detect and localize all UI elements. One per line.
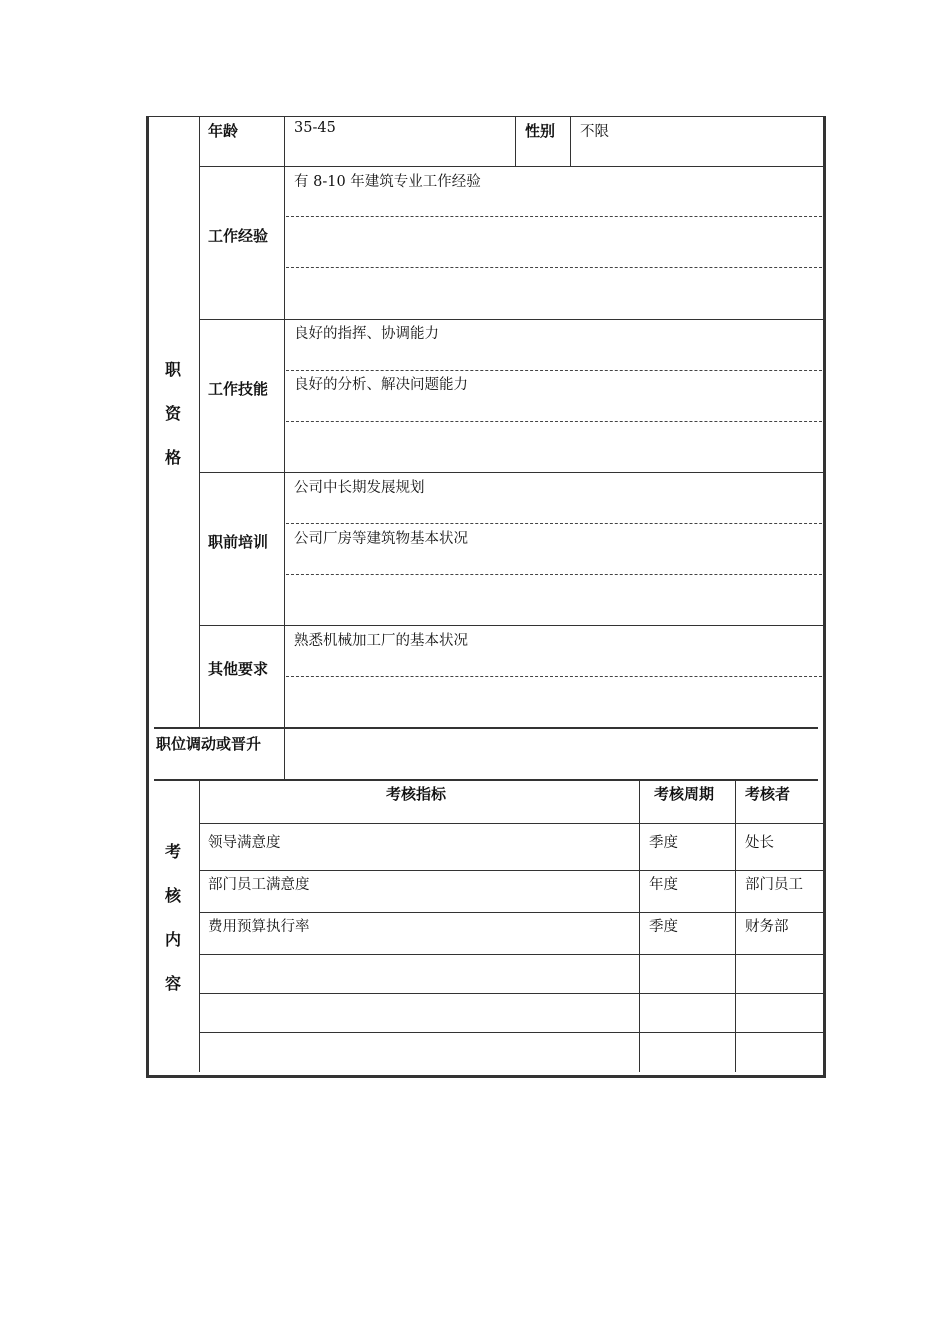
row-divider	[199, 823, 825, 824]
row-3-indicator: 费用预算执行率	[208, 919, 310, 935]
header-period: 考核周期	[654, 785, 715, 803]
gender-value: 不限	[580, 124, 609, 140]
row-2-assessor: 部门员工	[745, 877, 803, 893]
qualification-section-title: 职 资 格	[164, 360, 181, 467]
other-line-1: 熟悉机械加工厂的基本状况	[294, 633, 468, 649]
training-line-1: 公司中长期发展规划	[294, 480, 425, 496]
row-divider-other	[154, 727, 818, 729]
row-1-indicator: 领导满意度	[208, 835, 281, 851]
gender-value-divider	[570, 116, 571, 166]
age-gender-divider	[515, 116, 516, 166]
dashed-line	[286, 267, 822, 268]
row-divider-training	[199, 625, 825, 626]
row-divider-experience	[199, 319, 825, 320]
training-line-2: 公司厂房等建筑物基本状况	[294, 531, 468, 547]
other-label: 其他要求	[208, 660, 269, 678]
row-divider	[199, 993, 825, 994]
row-divider	[199, 912, 825, 913]
row-2-indicator: 部门员工满意度	[208, 877, 310, 893]
row-divider	[199, 870, 825, 871]
age-label: 年龄	[208, 122, 239, 140]
row-divider-skills	[199, 472, 825, 473]
dashed-line	[286, 523, 822, 524]
dashed-line	[286, 216, 822, 217]
row-divider-transfer	[154, 779, 818, 781]
outer-top-border	[146, 116, 826, 117]
skills-label: 工作技能	[208, 380, 269, 398]
training-label: 职前培训	[208, 533, 269, 551]
dashed-line	[286, 370, 822, 371]
row-2-period: 年度	[649, 877, 678, 893]
header-indicator: 考核指标	[386, 785, 447, 803]
assessment-section-title: 考 核 内 容	[164, 842, 181, 993]
experience-label: 工作经验	[208, 227, 269, 245]
row-divider	[199, 954, 825, 955]
row-1-period: 季度	[649, 835, 678, 851]
outer-left-border	[146, 116, 149, 1078]
dashed-line	[286, 421, 822, 422]
qual-col-divider-2	[284, 116, 285, 780]
row-divider-age	[199, 166, 825, 167]
outer-bottom-border	[146, 1075, 826, 1078]
experience-line-1: 有 8-10 年建筑专业工作经验	[294, 174, 481, 190]
gender-label: 性别	[525, 122, 556, 140]
header-assessor: 考核者	[745, 785, 791, 803]
row-3-period: 季度	[649, 919, 678, 935]
row-divider	[199, 1032, 825, 1033]
transfer-label: 职位调动或晋升	[156, 735, 262, 753]
dashed-line	[286, 574, 822, 575]
row-3-assessor: 财务部	[745, 919, 789, 935]
row-1-assessor: 处长	[745, 835, 774, 851]
skills-line-2: 良好的分析、解决问题能力	[294, 377, 468, 393]
dashed-line	[286, 676, 822, 677]
age-value: 35-45	[294, 120, 336, 136]
qual-col-divider-1	[199, 116, 200, 728]
skills-line-1: 良好的指挥、协调能力	[294, 326, 439, 342]
outer-right-border	[823, 116, 826, 1078]
